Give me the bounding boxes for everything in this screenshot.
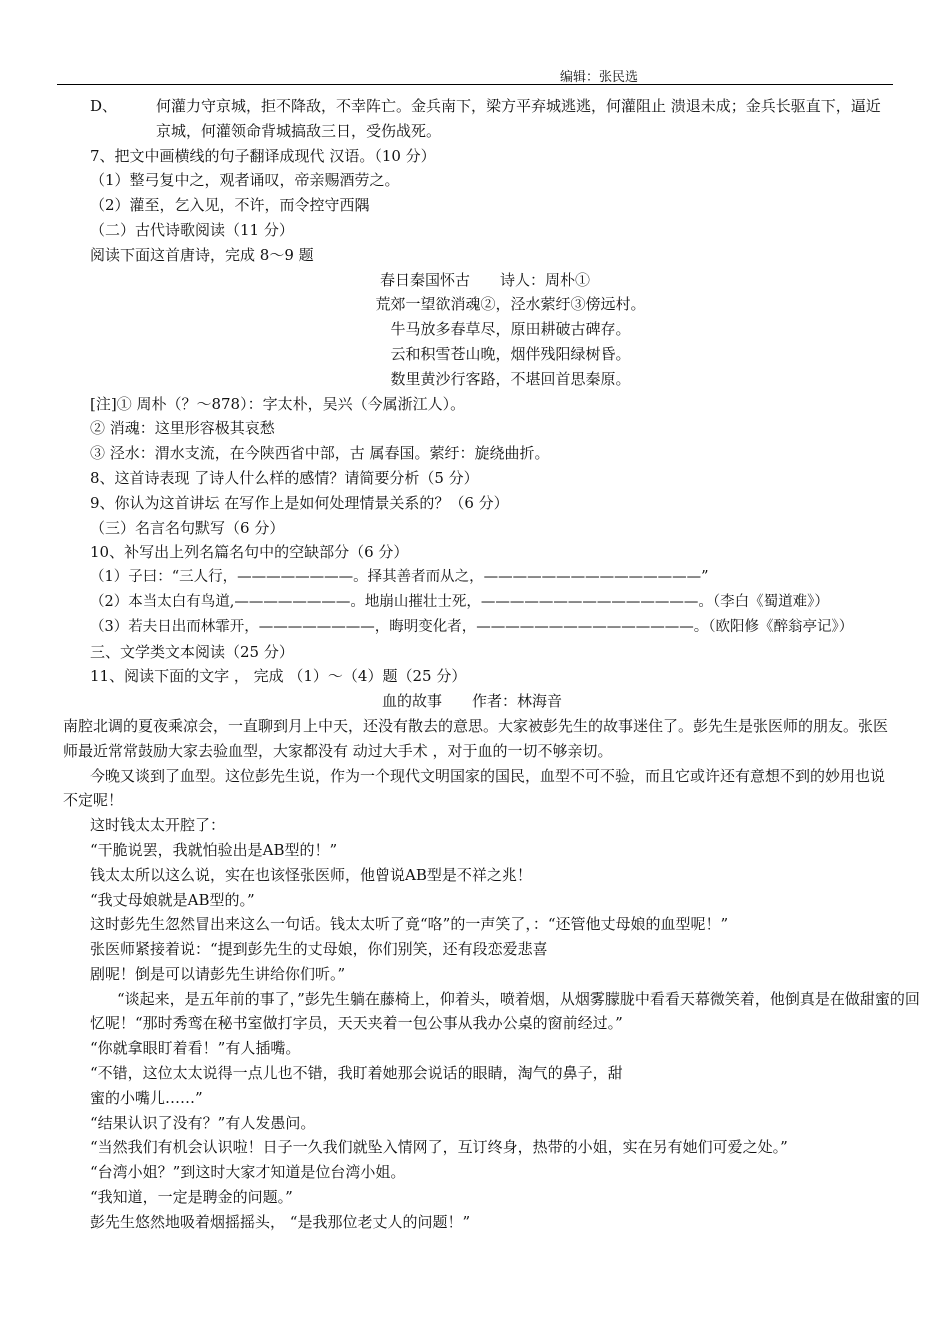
story-paragraph: 钱太太所以这么说，实在也该怪张医师，他曾说AB型是不祥之兆！: [90, 865, 532, 884]
story-paragraph: “不错，这位太太说得一点儿也不错，我盯着她那会说话的眼睛，淘气的鼻子，甜: [90, 1064, 623, 1083]
question-10-item-3: （3）若夫日出而林霏开，————————，晦明变化者，———————————————。（欧阳修《醉翁亭记》）: [90, 618, 854, 635]
story-paragraph: 剧呢！倒是可以请彭先生讲给你们听。”: [90, 964, 346, 983]
poem-line: 荒郊一望欲消魂②，泾水萦纡③傍远村。: [375, 295, 646, 314]
option-d-text: 何灌力守京城，拒不降敌，不幸阵亡。金兵南下，梁方平弃城逃逃，何灌阻止 溃退未成；金兵长驱直下，逼近京城，何灌领命背城搞敌三日，受伤战死。: [156, 97, 881, 140]
poem-note: ③ 泾水：渭水支流，在今陕西省中部，古 属春国。萦纡：旋绕曲折。: [90, 444, 550, 463]
part-3-title: 三、文学类文本阅读（25 分）: [90, 642, 294, 661]
question-11-title: 11、阅读下面的文字 ， 完成 （1）～（4）题（25 分）: [90, 667, 467, 686]
story-paragraph: “台湾小姐？”到这时大家才知道是位台湾小姐。: [90, 1163, 406, 1182]
story-title: 血的故事 作者：林海音: [382, 692, 563, 711]
poem-note: [注]① 周朴（？～878）：字太朴，吴兴（今属浙江人）。: [90, 394, 466, 413]
option-d-label: D、: [90, 97, 118, 115]
question-10-title: 10、补写出上列名篇名句中的空缺部分（6 分）: [90, 543, 409, 562]
poem-line: 牛马放多春草尽，原田耕破古碑存。: [390, 320, 631, 339]
story-paragraph: “我知道，一定是聘金的问题。”: [90, 1188, 293, 1207]
story-paragraph: 今晚又谈到了血型。这位彭先生说，作为一个现代文明国家的国民，血型不可不验，而且它或许还有意想不到的妙用也说不定呢！: [63, 766, 886, 810]
story-paragraph: “干脆说罢，我就怕验出是AB型的！”: [90, 840, 338, 859]
question-9: 9、你认为这首讲坛 在写作上是如何处理情景关系的？（6 分）: [90, 493, 509, 512]
story-paragraph: 张医师紧接着说：“提到彭先生的丈母娘，你们别笑，还有段恋爱悲喜: [90, 940, 548, 959]
question-10-item-1: （1）子曰：“三人行，————————。择其善者而从之，———————————————”: [90, 569, 709, 586]
story-paragraph: “当然我们有机会认识啦！日子一久我们就坠入情网了，互订终身，热带的小姐，实在另有她们可爱之处。”: [90, 1138, 788, 1157]
story-paragraph: “你就拿眼盯着看！”有人插嘴。: [90, 1039, 301, 1058]
poem: [90, 268, 895, 392]
header-rule: [57, 84, 893, 85]
section-3-title: （三）名言名句默写（6 分）: [90, 518, 285, 537]
section-2-intro: 阅读下面这首唐诗，完成 8～9 题: [90, 245, 314, 264]
question-7-item-1: （1）整弓复中之，观者诵叹，帝亲赐酒劳之。: [90, 171, 400, 190]
poem-line: 数里黄沙行客路，不堪回首思秦原。: [390, 369, 631, 388]
story-paragraph: 南腔北调的夏夜乘凉会，一直聊到月上中天，还没有散去的意思。大家被彭先生的故事迷住了。彭先生是张医师的朋友。张医师最近常常鼓励大家去验血型，大家都没有 动过大手术 ，对于血的一切不够亲切。: [63, 716, 889, 760]
poem-title: 春日秦国怀古 诗人：周朴①: [380, 270, 591, 289]
editor-credit: 编辑：张民选: [560, 70, 639, 85]
story-paragraph: 蜜的小嘴儿……”: [90, 1088, 203, 1107]
question-7-title: 7、把文中画横线的句子翻译成现代 汉语。（10 分）: [90, 146, 436, 165]
question-10-item-2: （2）本当太白有鸟道,————————。地崩山摧壮士死，———————————————。（李白《蜀道难》）: [90, 593, 829, 610]
story-paragraph: 彭先生悠然地吸着烟摇摇头， “是我那位老丈人的问题！”: [90, 1212, 471, 1231]
option-d: [90, 94, 895, 144]
page-header: [0, 64, 950, 86]
section-2-title: （二）古代诗歌阅读（11 分）: [90, 220, 294, 239]
question-8: 8、这首诗表现 了诗人什么样的感情？请简要分析（5 分）: [90, 468, 479, 487]
document-body: [63, 94, 920, 1235]
poem-note: ② 消魂：这里形容极其哀愁: [90, 419, 275, 438]
story-paragraph: 这时钱太太开腔了：: [90, 816, 226, 835]
story-paragraph: “谈起来，是五年前的事了，”彭先生躺在藤椅上，仰着头，喷着烟，从烟雾朦胧中看看天幕微笑着，他倒真是在做甜蜜的回忆呢！“那时秀鸾在秘书室做打字员，天天夹着一包公事从我办公桌的窗前经过。”: [90, 989, 920, 1033]
story-paragraph: 这时彭先生忽然冒出来这么一句话。钱太太听了竟“咯”的一声笑了，：“还管他丈母娘的血型呢！”: [90, 915, 729, 934]
question-7-item-2: （2）灌至，乞入见，不许，而令控守西隅: [90, 196, 370, 215]
story-paragraph: “我丈母娘就是AB型的。”: [90, 890, 255, 909]
story-paragraph: “结果认识了没有？”有人发愚问。: [90, 1113, 316, 1132]
poem-line: 云和积雪苍山晚，烟伴残阳绿树昏。: [390, 344, 631, 363]
